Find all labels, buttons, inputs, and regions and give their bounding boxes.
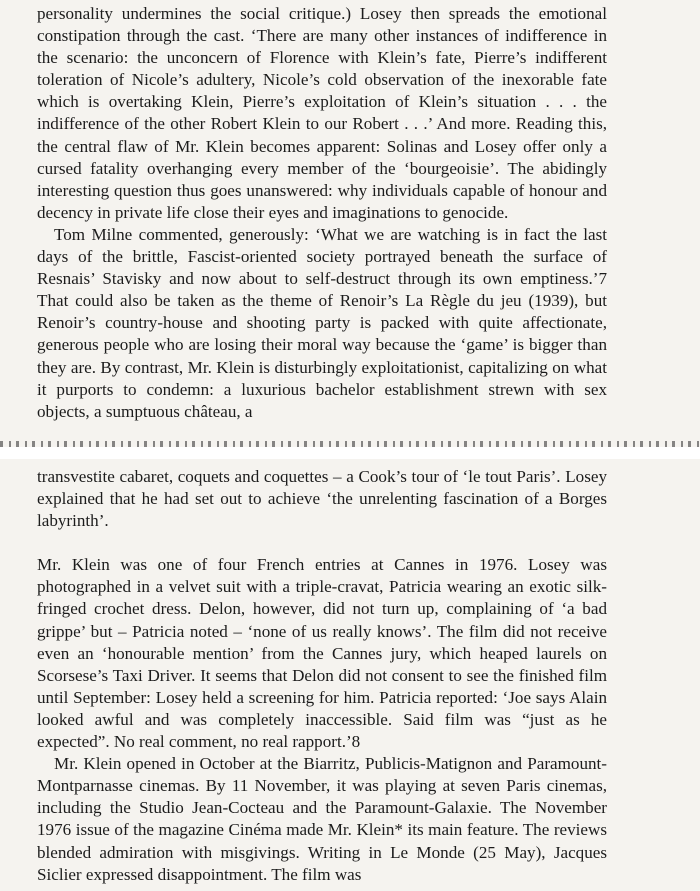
section-gap bbox=[37, 532, 607, 554]
paragraph-opening: Mr. Klein opened in October at the Biarritz, Publicis-Matignon and Paramount-Montparnasse cinemas. By 11 November, it was playing at seven Paris cinemas, including the Studio Jean-Cocteau and the Paramount-Galaxie. The November 1976 issue of the magazine Cinéma made Mr. Klein* its main feature. The reviews blended admiration with misgivings. Writing in Le Monde (25 May), Jacques Siclier expressed disappointment. The film was bbox=[37, 754, 607, 884]
paragraph-constipation: personality undermines the social critique.) Losey then spreads the emotional constipation through the cast. ‘There are many other instances of indifference in the scenario: the unconcern of Florence with Klein’s fate, Pierre’s indifferent toleration of Nicole’s adultery, Nicole’s cold observation of the inexorable fate which is overtaking Klein, Pierre’s exploitation of Klein’s situation . . . the indifference of the other Robert Klein to our Robert . . .’ And more. Reading this, the central flaw of Mr. Klein becomes apparent: Solinas and Losey offer only a cursed fatality overhanging every member of the ‘bourgeoisie’. The abidingly interesting question thus goes unanswered: why individuals capable of honour and decency in private life close their eyes and imaginations to genocide. bbox=[37, 4, 607, 222]
page-divider bbox=[0, 447, 700, 459]
paragraph-cannes: Mr. Klein was one of four French entries at Cannes in 1976. Losey was photographed in a velvet suit with a triple-cravat, Patricia wearing an exotic silk-fringed crochet dress. Delon, however, did not turn up, complaining of ‘a bad grippe’ but – Patricia noted – ‘none of us really knows’. The film did not receive even an ‘honourable mention’ from the Cannes jury, which heaped laurels on Scorsese’s Taxi Driver. It seems that Delon did not consent to see the finished film until September: Losey held a screening for him. Patricia reported: ‘Joe says Alain looked awful and was completely inaccessible. Said film was “just as he expected”. No real comment, no real rapport.’8 bbox=[37, 555, 607, 752]
scanned-page-bottom bbox=[0, 459, 700, 891]
paragraph-cooks-tour: transvestite cabaret, coquets and coquettes – a Cook’s tour of ‘le tout Paris’. Losey explained that he had set out to achieve ‘the unrelenting fascination of a Borges labyrinth’. bbox=[37, 467, 607, 531]
text-block-bottom bbox=[37, 466, 607, 886]
paragraph-tom-milne: Tom Milne commented, generously: ‘What we are watching is in fact the last days of the brittle, Fascist-oriented society portrayed beneath the surface of Resnais’ Stavisky and now about to self-destruct through its own emptiness.’7 That could also be taken as the theme of Renoir’s La Règle du jeu (1939), but Renoir’s country-house and shooting party is packed with quite affectionate, generous people who are losing their moral way because the ‘game’ is bigger than they are. By contrast, Mr. Klein is disturbingly exploitationist, capitalizing on what it purports to condemn: a luxurious bachelor establishment strewn with sex objects, a sumptuous château, a bbox=[37, 224, 607, 421]
text-block-top bbox=[37, 3, 607, 423]
